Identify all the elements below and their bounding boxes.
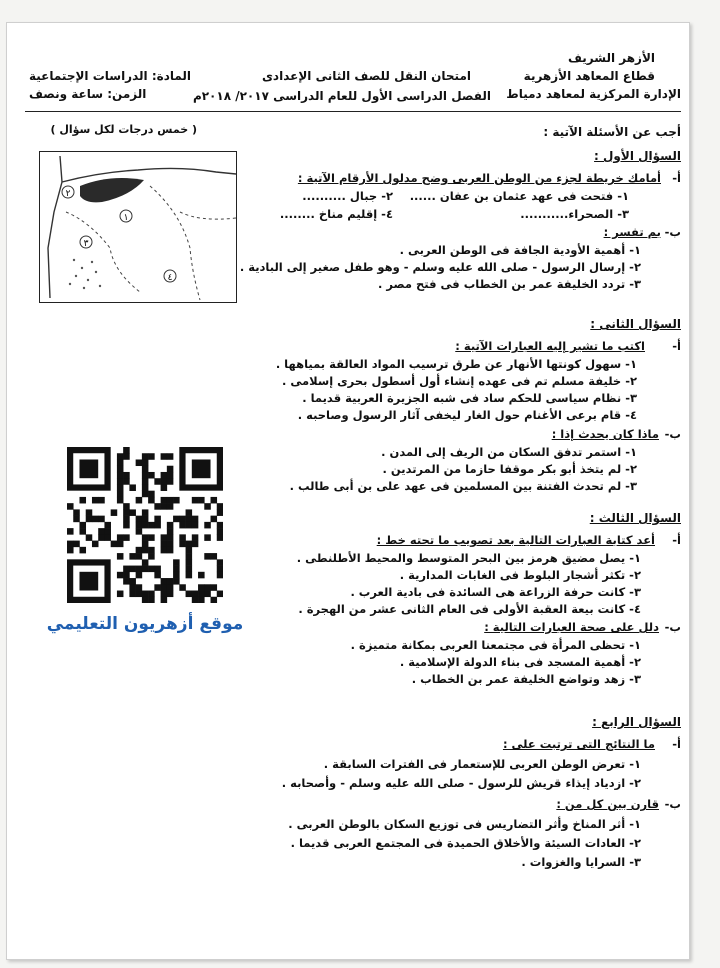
- header-center-line2: الفصل الدراسى الأول للعام الدراسى ٢٠١٧/ ٢٠١٨م: [192, 89, 491, 103]
- q1-a-item-3: ٣- الصحراء...........: [520, 207, 629, 221]
- q3-a-item-1: ١- يصل مضيق هرمز بين البحر المتوسط والمحيط الأطلنطى .: [296, 551, 641, 565]
- header-right-line3: الإدارة المركزية لمعاهد دمياط: [506, 87, 681, 101]
- q4-title: السؤال الرابع :: [592, 715, 681, 729]
- q1-b-item-3: ٣- تردد الخليفة عمر بن الخطاب فى فتح مصر .: [378, 277, 641, 291]
- map-label-3: ٣: [83, 239, 89, 249]
- q1-b-item-2: ٢- إرسال الرسول - صلى الله عليه وسلم - وهو طفل صغير إلى البادية .: [239, 260, 641, 274]
- q2-b-text: ماذا كان يحدث إذا :: [551, 427, 659, 441]
- q1-a-text: أمامك خريطة لجزء من الوطن العربى وضح مدلول الأرقام الآتية :: [297, 171, 661, 185]
- q4-b-item-2: ٢- العادات السيئة والأخلاق الحميدة فى المجتمع العربى قديما .: [290, 836, 641, 850]
- q2-title: السؤال الثانى :: [590, 317, 681, 331]
- qr-code: [67, 447, 223, 603]
- q4-b-text: قارن بين كل من :: [556, 797, 659, 811]
- q3-a-item-2: ٢- تكثر أشجار البلوط فى الغابات المدارية .: [399, 568, 641, 582]
- header-left-line1: المادة: الدراسات الإجتماعية: [29, 69, 192, 83]
- header-right-line1: الأزهر الشريف: [567, 51, 655, 65]
- q4-a-item-1: ١- تعرض الوطن العربى للإستعمار فى الفترات السابقة .: [323, 757, 641, 771]
- map-drawing: [40, 152, 236, 302]
- q4-a-label: أ-: [672, 737, 681, 751]
- q2-a-item-1: ١- سهول كونتها الأنهار عن طرق ترسيب المواد العالقة بمياهها .: [275, 357, 637, 371]
- q1-b-label: ب-: [664, 225, 681, 239]
- q3-b-text: دلل على صحة العبارات التالية :: [484, 620, 659, 634]
- q3-b-item-3: ٣- زهد وتواضع الخليفة عمر بن الخطاب .: [411, 672, 641, 686]
- map-label-4: ٤: [167, 273, 173, 283]
- q2-a-text: اكتب ما تشير إليه العبارات الآتية :: [455, 339, 645, 353]
- q2-a-item-3: ٣- نظام سياسى للحكم ساد فى شبه الجزيرة العربية قديما .: [302, 391, 637, 405]
- q4-b-item-3: ٣- السرايا والغزوات .: [521, 855, 641, 869]
- qr-code-graphic: [67, 447, 223, 603]
- q3-a-item-3: ٣- كانت حرفة الزراعة هى السائدة فى بادية العرب .: [350, 585, 641, 599]
- q4-a-text: ما النتائج التى ترتبت على :: [502, 737, 655, 751]
- q3-b-item-1: ١- تحظى المرأة فى مجتمعنا العربى بمكانة متميزة .: [350, 638, 641, 652]
- q2-b-label: ب-: [664, 427, 681, 441]
- q3-b-item-2: ٢- أهمية المسجد فى بناء الدولة الإسلامية .: [399, 655, 641, 669]
- q2-a-item-4: ٤- قام برعى الأغنام حول الغار ليخفى آثار الرسول وصاحبه .: [297, 408, 637, 422]
- map-label-1: ١: [123, 213, 129, 223]
- q2-b-item-3: ٣- لم تحدث الفتنة بين المسلمين فى عهد على بن أبى طالب .: [289, 479, 637, 493]
- exam-page: [6, 22, 690, 960]
- q1-title: السؤال الأول :: [594, 149, 681, 163]
- header-right-line2: قطاع المعاهد الأزهرية: [523, 69, 655, 83]
- q4-a-item-2: ٢- ازدياد إيذاء قريش للرسول - صلى الله عليه وسلم - وأصحابه .: [281, 776, 641, 790]
- header-divider: [25, 111, 681, 112]
- map-label-2: ٢: [65, 189, 71, 199]
- q1-b-item-1: ١- أهمية الأودية الجافة فى الوطن العربى .: [399, 243, 641, 257]
- instructions: أجب عن الأسئلة الآتية :: [543, 125, 681, 139]
- q3-title: السؤال الثالث :: [589, 511, 681, 525]
- q2-a-label: أ-: [672, 339, 681, 353]
- q2-b-item-2: ٢- لم يتخذ أبو بكر موقفا حازما من المرتدين .: [382, 462, 637, 476]
- q2-a-item-2: ٢- خليفة مسلم تم فى عهده إنشاء أول أسطول بحرى إسلامى .: [282, 374, 637, 388]
- map-figure: [39, 151, 237, 303]
- header-left-line2: الزمن: ساعة ونصف: [29, 87, 147, 101]
- site-watermark: موقع أزهريون التعليمي: [46, 614, 244, 634]
- q1-a-item-2: ٢- جبال ..........: [302, 189, 393, 203]
- header-center-line1: امتحان النقل للصف الثانى الإعدادى: [261, 69, 471, 83]
- q3-a-text: أعد كتابة العبارات التالية بعد تصويب ما تحته خط :: [376, 533, 655, 547]
- q2-b-item-1: ١- استمر تدفق السكان من الريف إلى المدن .: [381, 445, 637, 459]
- q4-b-item-1: ١- أثر المناخ وأثر التضاريس فى توزيع السكان بالوطن العربى .: [288, 817, 641, 831]
- q3-a-label: أ-: [672, 533, 681, 547]
- q1-a-label: أ-: [672, 171, 681, 185]
- q3-b-label: ب-: [664, 620, 681, 634]
- q1-a-item-1: ١- فتحت فى عهد عثمان بن عفان ......: [409, 189, 629, 203]
- q1-a-item-4: ٤- إقليم مناخ ........: [279, 207, 393, 221]
- q1-b-text: بم تفسر :: [603, 225, 661, 239]
- marks-note: ( خمس درجات لكل سؤال ): [50, 123, 197, 136]
- q3-a-item-4: ٤- كانت بيعة العقبة الأولى فى العام الثانى عشر من الهجرة .: [298, 602, 641, 616]
- q4-b-label: ب-: [664, 797, 681, 811]
